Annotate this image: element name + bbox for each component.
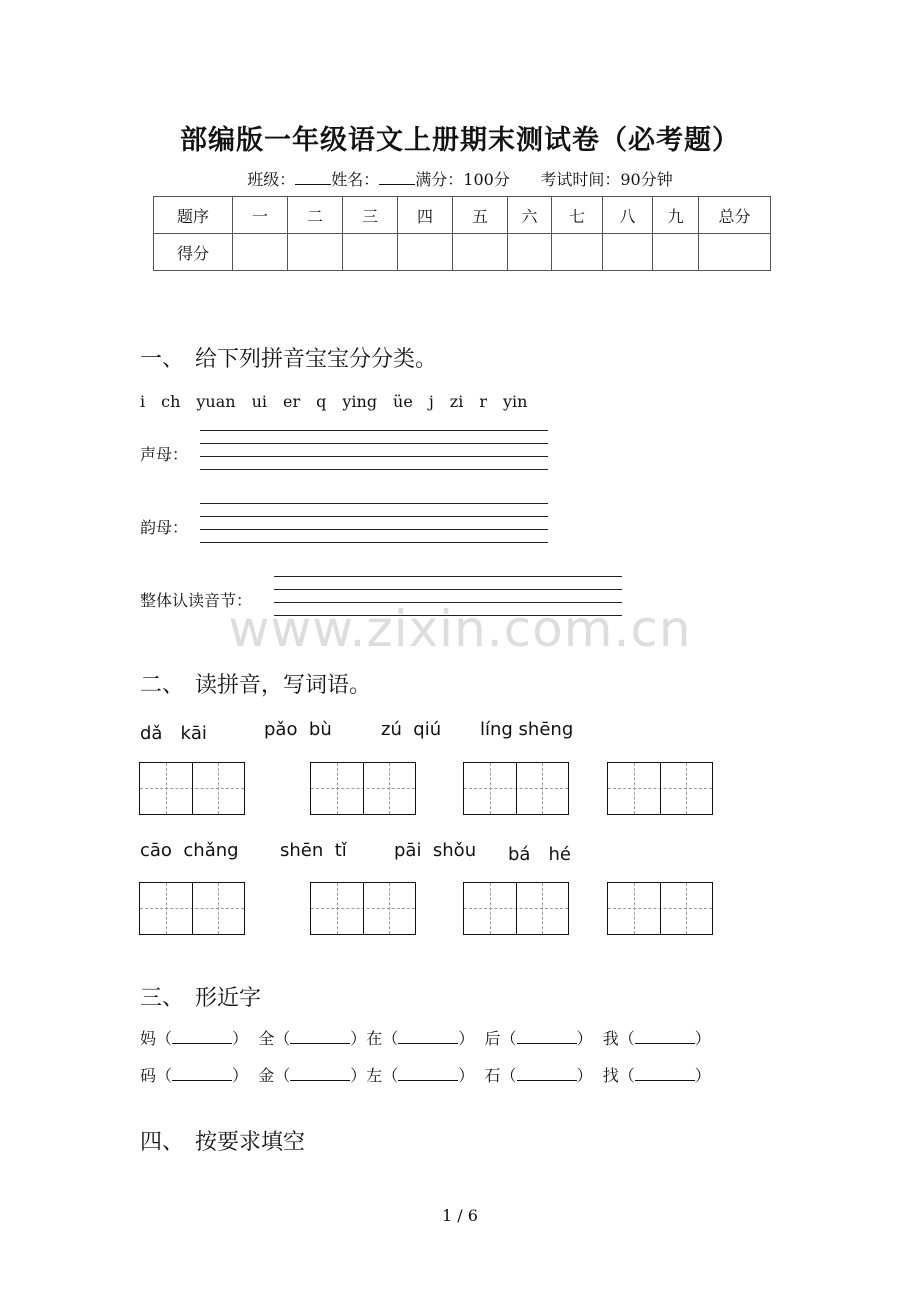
pinyin-list: i ch yuan ui er q ying üe j zi r yin: [140, 392, 528, 411]
header-cell: 六: [508, 197, 552, 234]
score-cell[interactable]: [233, 234, 288, 271]
answer-line[interactable]: [200, 430, 548, 431]
header-cell: 五: [453, 197, 508, 234]
answer-line[interactable]: [200, 469, 548, 470]
pinyin-word: bá hé: [508, 844, 571, 865]
answer-blank[interactable]: [398, 1066, 458, 1081]
answer-blank[interactable]: [172, 1029, 232, 1044]
answer-blank[interactable]: [290, 1066, 350, 1081]
header-cell: 七: [552, 197, 603, 234]
char: 全: [258, 1029, 275, 1048]
section3-title: 三、 形近字: [140, 986, 262, 1011]
char: 妈: [140, 1029, 157, 1048]
header-cell: 四: [398, 197, 453, 234]
answer-line[interactable]: [274, 589, 622, 590]
writing-box[interactable]: [139, 762, 245, 815]
header-cell: 一: [233, 197, 288, 234]
header-cell: 九: [653, 197, 699, 234]
score-cell[interactable]: [603, 234, 653, 271]
pinyin-word: zú qiú: [381, 719, 442, 740]
char: 我: [602, 1029, 619, 1048]
row-label: 得分: [154, 234, 233, 271]
answer-blank[interactable]: [517, 1066, 577, 1081]
score-table-score-row: [154, 234, 771, 271]
score-cell[interactable]: [508, 234, 552, 271]
char: 石: [484, 1066, 501, 1085]
writing-box[interactable]: [463, 882, 569, 935]
page-number: 1 / 6: [442, 1206, 478, 1225]
answer-line[interactable]: [274, 576, 622, 577]
score-cell[interactable]: [453, 234, 508, 271]
score-cell[interactable]: [653, 234, 699, 271]
answer-blank[interactable]: [398, 1029, 458, 1044]
answer-line[interactable]: [200, 443, 548, 444]
section1-title: 一、 给下列拼音宝宝分分类。: [140, 347, 438, 372]
writing-box[interactable]: [139, 882, 245, 935]
answer-line[interactable]: [200, 456, 548, 457]
answer-line[interactable]: [200, 503, 548, 504]
pinyin-word: shēn tǐ: [280, 840, 347, 861]
page-title: 部编版一年级语文上册期末测试卷（必考题）: [180, 125, 740, 156]
score-cell[interactable]: [699, 234, 771, 271]
header-cell: 八: [603, 197, 653, 234]
answer-line[interactable]: [200, 516, 548, 517]
pinyin-word: dǎ kāi: [140, 723, 207, 744]
pinyin-word: pāi shǒu: [394, 840, 477, 861]
char: 左: [366, 1066, 383, 1085]
yunmu-label: 韵母：: [140, 518, 189, 537]
answer-blank[interactable]: [517, 1029, 577, 1044]
writing-box[interactable]: [463, 762, 569, 815]
char: 在: [366, 1029, 383, 1048]
answer-blank[interactable]: [635, 1029, 695, 1044]
char: 码: [140, 1066, 157, 1085]
answer-blank[interactable]: [635, 1066, 695, 1081]
pinyin-word: líng shēng: [480, 719, 574, 740]
writing-box[interactable]: [607, 882, 713, 935]
score-cell[interactable]: [398, 234, 453, 271]
score-table: [153, 196, 771, 271]
pinyin-word: pǎo bù: [264, 719, 332, 740]
answer-line[interactable]: [200, 529, 548, 530]
watermark: www.zixin.com.cn: [228, 600, 692, 658]
similar-chars-row-2: 码（ ） 金（ ）左（ ） 石（ ） 找（ ）: [140, 1066, 711, 1085]
section4-title: 四、 按要求填空: [140, 1130, 306, 1155]
answer-line[interactable]: [200, 542, 548, 543]
answer-blank[interactable]: [290, 1029, 350, 1044]
class-label: 班级：: [247, 170, 296, 189]
answer-blank[interactable]: [172, 1066, 232, 1081]
name-label: 姓名：: [331, 170, 380, 189]
header-cell: 三: [343, 197, 398, 234]
header-cell: 题序: [154, 197, 233, 234]
similar-chars-row-1: 妈（ ） 全（ ）在（ ） 后（ ） 我（ ）: [140, 1029, 711, 1048]
header-cell: 二: [288, 197, 343, 234]
full-score: 满分：100分: [415, 170, 510, 189]
exam-time: 考试时间：90分钟: [540, 170, 673, 189]
writing-box[interactable]: [607, 762, 713, 815]
char: 找: [602, 1066, 619, 1085]
zhengti-label: 整体认读音节：: [140, 591, 253, 610]
score-cell[interactable]: [552, 234, 603, 271]
class-blank[interactable]: [295, 170, 331, 185]
writing-box[interactable]: [310, 882, 416, 935]
name-blank[interactable]: [379, 170, 415, 185]
pinyin-word: cāo chǎng: [140, 840, 239, 861]
exam-info: [0, 167, 920, 190]
writing-box[interactable]: [310, 762, 416, 815]
char: 金: [258, 1066, 275, 1085]
section2-title: 二、 读拼音，写词语。: [140, 673, 372, 698]
char: 后: [484, 1029, 501, 1048]
score-cell[interactable]: [343, 234, 398, 271]
shengmu-label: 声母：: [140, 445, 189, 464]
header-cell: 总分: [699, 197, 771, 234]
score-table-header-row: [154, 197, 771, 234]
score-cell[interactable]: [288, 234, 343, 271]
